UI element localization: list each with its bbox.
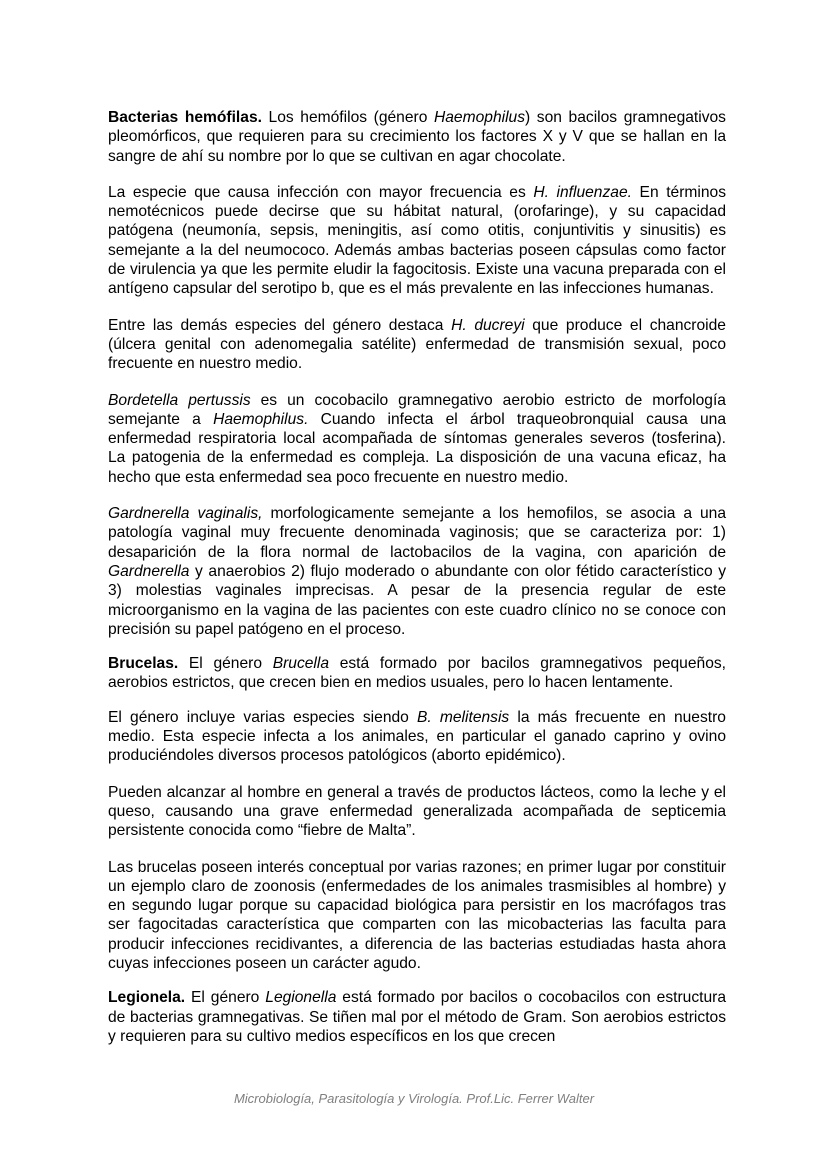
paragraph-fiebre-malta: Pueden alcanzar al hombre en general a través de productos lácteos, como la leche y el queso, causando una grave enfermedad generalizada acompañada de septicemia persistente conocida como “fiebre de Malta”. (108, 783, 726, 840)
page-footer: Microbiología, Parasitología y Virología. Prof.Lic. Ferrer Walter (233, 1091, 595, 1106)
paragraph-b-melitensis: El género incluye varias especies siendo B. melitensis la más frecuente en nuestro medio. Esta especie infecta a los animales, en particular el ganado caprino y ovino produciéndoles diversos procesos patológicos (aborto epidémico). (108, 708, 726, 765)
paragraph-brucelas-interes: Las brucelas poseen interés conceptual por varias razones; en primer lugar por constituir un ejemplo claro de zoonosis (enfermedades de los animales trasmisibles al hombre) y en segundo lugar porque su capacidad biológica para persistir en los macrófagos tras ser fagocitadas característica que comparten con las micobacterias las faculta para producir infecciones recidivantes, a diferencia de las bacterias estudiadas hasta ahora cuyas infecciones poseen un carácter agudo. (108, 858, 726, 972)
heading-legionela: Legionela. (108, 989, 186, 1007)
paragraph-hemofilas-intro: Bacterias hemófilas. Los hemófilos (género Haemophilus) son bacilos gramnegativos pleomórficos, que requieren para su crecimiento los factores X y V que se hallan en la sangre de ahí su nombre por lo que se cultivan en agar chocolate. (108, 109, 726, 165)
paragraph-bordetella: Bordetella pertussis es un cocobacilo gramnegativo aerobio estricto de morfología semejante a Haemophilus. Cuando infecta el árbol traqueobronquial causa una enfermedad respiratoria local acompañada de síntomas generales severos (tosferina). La patogenia de la enfermedad es compleja. La disposición de una vacuna eficaz, ha hecho que esta enfermedad sea poco frecuente en nuestro medio. (108, 391, 726, 486)
paragraph-h-ducreyi: Entre las demás especies del género destaca H. ducreyi que produce el chancroide (úlcera genital con adenomegalia satélite) enfermedad de transmisión sexual, poco frecuente en nuestro medio. (108, 316, 726, 373)
paragraph-brucelas-intro: Brucelas. El género Brucella está formado por bacilos gramnegativos pequeños, aerobios estrictos, que crecen bien en medios usuales, pero lo hacen lentamente. (108, 655, 726, 692)
paragraph-h-influenzae: La especie que causa infección con mayor frecuencia es H. influenzae. En términos nemotécnicos puede decirse que su hábitat natural, (orofaringe), y su capacidad patógena (neumonía, sepsis, meningitis, así como otitis, conjuntivitis y sinusitis) es semejante a la del neumococo. Además ambas bacterias poseen cápsulas como factor de virulencia ya que les permite eludir la fagocitosis. Existe una vacuna preparada con el antígeno capsular del serotipo b, que es el más prevalente en las infecciones humanas. (108, 183, 726, 298)
document-body (108, 108, 726, 1063)
heading-brucelas: Brucelas. (108, 655, 179, 673)
paragraph-legionela: Legionela. El género Legionella está formado por bacilos o cocobacilos con estructura de bacterias gramnegativas. Se tiñen mal por el método de Gram. Son aerobios estrictos y requieren para su cultivo medios específicos en los que crecen (108, 989, 726, 1045)
paragraph-gardnerella: Gardnerella vaginalis, morfologicamente semejante a los hemofilos, se asocia a una patología vaginal muy frecuente denominada vaginosis; que se caracteriza por: 1) desaparición de la flora normal de lactobacilos de la vagina, con aparición de Gardnerella y anaerobios 2) flujo moderado o abundante con olor fétido característico y 3) molestias vaginales imprecisas. A pesar de la presencia regular de este microorganismo en la vagina de las pacientes con este cuadro clínico no se conoce con precisión su papel patógeno en el proceso. (108, 505, 726, 638)
heading-bacterias-hemofilas: Bacterias hemófilas. (108, 109, 262, 126)
